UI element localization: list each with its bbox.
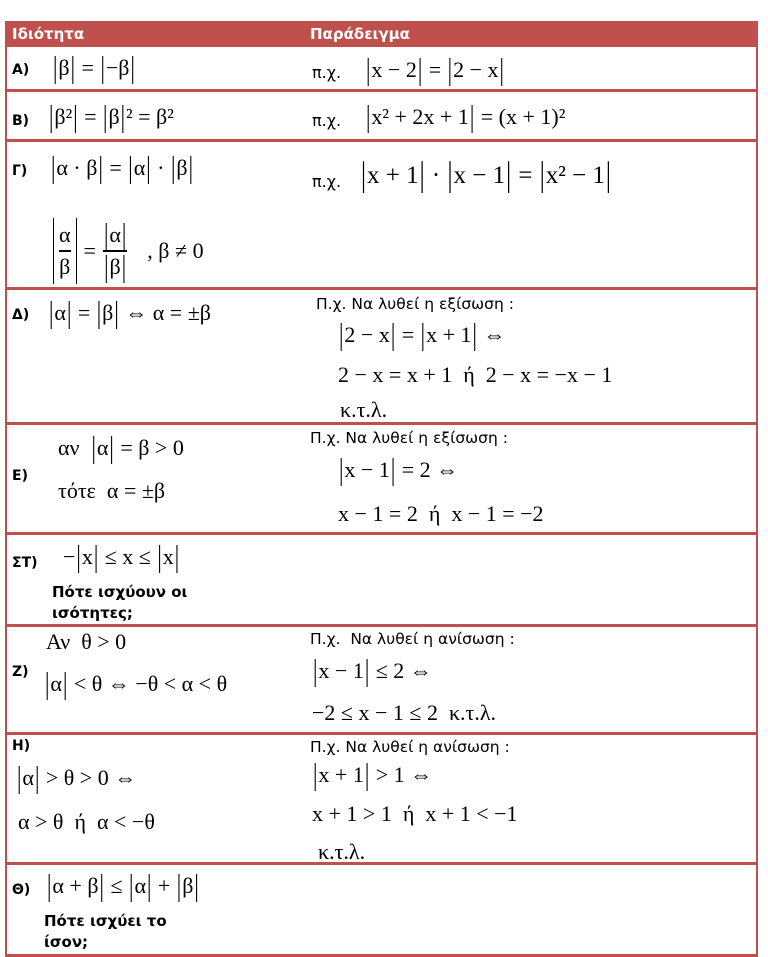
row-label: Γ) — [12, 163, 28, 179]
fraction-rule — [53, 218, 204, 284]
absolute-value-bar: | — [104, 248, 109, 284]
absolute-value-bar: | — [390, 317, 396, 352]
example-prefix: π.χ. — [312, 111, 342, 130]
absolute-value-bar: | — [103, 217, 109, 252]
absolute-value-bar: | — [174, 539, 180, 574]
row-a — [5, 47, 758, 92]
example-intro: Π.χ. Να λυθεί η ανίσωση : — [310, 738, 510, 756]
property-formula: |α + β| ≤ |α| + |β| — [46, 871, 200, 901]
example-formula: |x² + 2x + 1| = (x + 1)² — [365, 102, 565, 132]
example-line: x + 1 > 1 ή x + 1 < −1 — [312, 801, 518, 826]
absolute-value-bar: | — [313, 757, 318, 792]
property-line: αν |α| = β > 0 — [58, 433, 184, 463]
absolute-value-bar: | — [62, 666, 68, 701]
absolute-value-bar: | — [361, 156, 367, 194]
row-label: Δ) — [12, 307, 30, 323]
header-property-column: Ιδιότητα — [12, 25, 85, 43]
absolute-value-bar: | — [447, 52, 453, 87]
property-formula: |β²| = |β|² = β² — [48, 102, 174, 132]
row-label: Ε) — [12, 468, 28, 484]
absolute-value-bar: | — [76, 539, 81, 574]
property-condition: Αν θ > 0 — [46, 629, 127, 654]
absolute-value-bar: | — [93, 539, 99, 574]
row-h — [5, 735, 758, 865]
property-formula: −|x| ≤ x ≤ |x| — [63, 542, 180, 572]
fraction-right-numerator: |α| — [103, 221, 127, 249]
absolute-value-bar: | — [364, 757, 370, 792]
row-d — [5, 290, 758, 425]
property-line: |α| > θ > 0 ⇔ — [16, 763, 136, 793]
absolute-value-bar: | — [157, 539, 162, 574]
example-line: 2 − x = x + 1 ή 2 − x = −x − 1 — [338, 362, 613, 387]
row-label: Η) — [12, 738, 31, 754]
fraction-right-denominator: |β| — [103, 253, 127, 281]
absolute-value-bar: | — [96, 295, 102, 330]
absolute-value-bar: | — [120, 99, 126, 134]
row-label: Α) — [12, 62, 30, 78]
example-intro: Π.χ. Να λυθεί η ανίσωση : — [310, 630, 515, 648]
absolute-value-bar: | — [447, 156, 453, 194]
row-label: Ζ) — [12, 664, 29, 680]
absolute-value-bar: | — [49, 295, 54, 330]
property-formula: |α| = |β| ⇔ α = ±β — [48, 298, 211, 328]
fraction-left-denominator: β — [59, 253, 71, 279]
example-line: x − 1 = 2 ή x − 1 = −2 — [338, 501, 544, 526]
example-line: |2 − x| = |x + 1| ⇔ — [338, 320, 505, 350]
row-e — [5, 425, 758, 535]
absolute-value-bar: | — [17, 760, 22, 795]
example-line: κ.τ.λ. — [318, 839, 366, 864]
absolute-value-bar: | — [313, 653, 318, 688]
fraction-bar — [59, 250, 71, 252]
fraction-left-numerator: α — [59, 222, 71, 247]
row-f — [5, 535, 758, 627]
question-text: Πότε ισχύουν οι ισότητες; — [52, 583, 188, 622]
absolute-value-bar: | — [194, 868, 199, 903]
absolute-value-bar: | — [146, 150, 151, 185]
absolute-value-bar: | — [170, 150, 176, 185]
row-label: Β) — [12, 113, 30, 129]
header-example-column: Παράδειγμα — [310, 25, 410, 43]
absolute-value-bar: | — [128, 150, 133, 185]
absolute-value-bar: | — [114, 295, 119, 330]
absolute-value-bar: | — [91, 430, 96, 465]
absolute-value-bar: | — [188, 150, 193, 185]
row-g — [5, 627, 758, 735]
fraction-equals: = — [83, 237, 96, 263]
example-formula: |x − 2| = |2 − x| — [365, 55, 505, 85]
absolute-value-bar: | — [109, 430, 114, 465]
property-line: τότε α = ±β — [58, 478, 166, 503]
absolute-value-bar: | — [66, 295, 72, 330]
example-prefix: π.χ. — [312, 172, 342, 191]
row-label: Θ) — [12, 882, 31, 898]
absolute-value-bar: | — [51, 150, 56, 185]
absolute-value-bar: | — [53, 50, 58, 85]
absolute-value-bar: | — [339, 452, 344, 487]
fraction-left — [59, 221, 71, 281]
example-line: |x − 1| = 2 ⇔ — [338, 455, 458, 485]
row-c — [5, 142, 758, 290]
property-formula: |α · β| = |α| · |β| — [50, 153, 194, 183]
absolute-value-bar: | — [73, 99, 78, 134]
row-b — [5, 92, 758, 142]
absolute-value-bar: | — [100, 50, 105, 85]
fraction-condition: , β ≠ 0 — [147, 237, 204, 263]
absolute-value-bar: | — [539, 156, 545, 194]
absolute-value-bar: | — [99, 868, 104, 903]
row-i — [5, 865, 758, 957]
example-prefix: π.χ. — [312, 63, 342, 82]
absolute-value-bar: | — [506, 156, 512, 194]
example-intro: Π.χ. Να λυθεί η εξίσωση : — [316, 295, 514, 313]
absolute-value-bar: | — [499, 52, 504, 87]
property-formula: |β| = |−β| — [52, 53, 136, 83]
absolute-value-bar: | — [130, 50, 135, 85]
absolute-value-bar: | — [70, 50, 76, 85]
absolute-value-bar: | — [49, 99, 54, 134]
absolute-value-bar: | — [364, 653, 370, 688]
absolute-value-bar: | — [366, 52, 371, 87]
absolute-value-bar: | — [34, 760, 40, 795]
absolute-value-bar: | — [176, 868, 182, 903]
fraction-right — [103, 217, 127, 284]
property-formula: |α| < θ ⇔ −θ < α < θ — [44, 669, 227, 699]
absolute-value-bar: | — [129, 868, 134, 903]
absolute-value-bar: | — [469, 99, 475, 134]
absolute-value-bar: | — [121, 248, 127, 284]
example-intro: Π.χ. Να λυθεί η εξίσωση : — [310, 429, 508, 447]
absolute-value-bar: | — [366, 99, 371, 134]
example-formula: |x + 1| · |x − 1| = |x² − 1| — [360, 159, 612, 193]
table-right-border — [756, 21, 758, 957]
question-text: Πότε ισχύει το ίσον; — [44, 912, 167, 951]
absolute-value-bar: | — [390, 452, 396, 487]
absolute-value-bar: | — [146, 868, 152, 903]
absolute-value-bar: | — [47, 868, 52, 903]
absolute-value-bar: | — [45, 666, 50, 701]
table-left-border — [5, 21, 7, 957]
absolute-value-bar: | — [472, 317, 477, 352]
example-line: |x + 1| > 1 ⇔ — [312, 760, 432, 790]
example-line: |x − 1| ≤ 2 ⇔ — [312, 656, 432, 686]
absolute-value-bar: | — [103, 99, 108, 134]
row-label: ΣΤ) — [12, 555, 38, 571]
absolute-value-bar: | — [98, 150, 103, 185]
absolute-value-bar: | — [417, 52, 423, 87]
example-line: κ.τ.λ. — [340, 397, 388, 422]
table-header — [5, 21, 758, 47]
absolute-value-bar: | — [605, 156, 611, 194]
absolute-value-bar: | — [419, 156, 425, 194]
property-line: α > θ ή α < −θ — [18, 809, 155, 834]
example-line: −2 ≤ x − 1 ≤ 2 κ.τ.λ. — [312, 700, 497, 725]
absolute-value-bar: | — [339, 317, 344, 352]
absolute-value-bar: | — [420, 317, 426, 352]
absolute-value-of-fraction — [53, 218, 77, 284]
absolute-value-bar: | — [121, 217, 127, 252]
